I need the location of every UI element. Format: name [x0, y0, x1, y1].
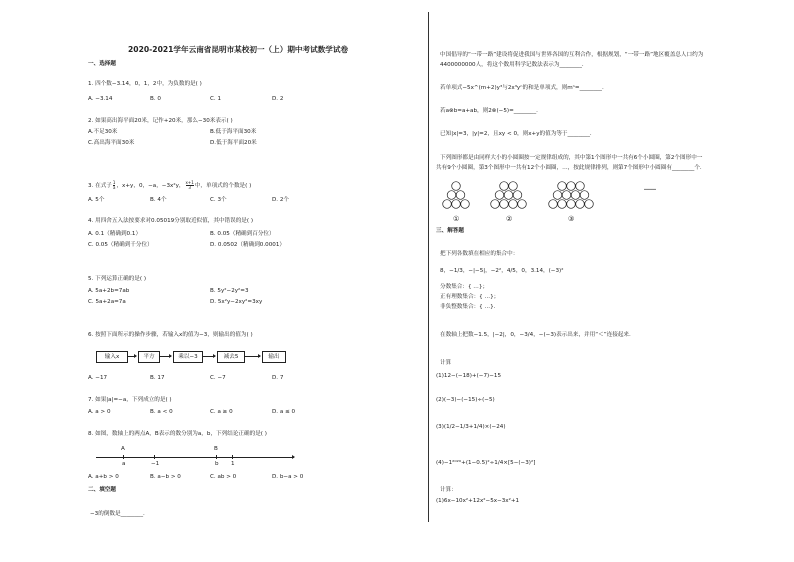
- tick-minus-1: [154, 455, 155, 459]
- tick-label-minus-1: −1: [151, 461, 160, 467]
- figure-label-2: ②: [506, 215, 513, 223]
- q5-option-c: C. 5a+2a=7a: [88, 299, 126, 305]
- section-answer-heading: 三、解答题: [436, 228, 464, 234]
- q6-option-a: A. −17: [88, 375, 108, 381]
- figure-label-1: ①: [453, 215, 460, 223]
- flow-step-square: 平方: [138, 351, 160, 363]
- q6-option-b: B. 17: [150, 375, 165, 381]
- q3-text-mid: ，x+y，0，−a，−3x²y，: [116, 183, 185, 189]
- q8-option-d: D. b−a > 0: [272, 474, 304, 480]
- question-9: −3的倒数是________.: [90, 511, 145, 517]
- q6-option-c: C. −7: [210, 375, 226, 381]
- calc-heading-2: 计算：: [440, 487, 457, 493]
- q4-option-d: D. 0.0502（精确到0.0001）: [210, 242, 285, 248]
- q4-option-a: A. 0.1（精确到0.1）: [88, 231, 142, 237]
- point-b-label: B: [214, 446, 218, 452]
- flow-arrow: [202, 356, 215, 357]
- question-6: 6. 按照下面所示的操作步骤，若输入x的值为−3，则输出的值为( ): [88, 332, 253, 338]
- q3-option-a: A. 5个: [88, 197, 105, 203]
- q7-option-b: B. a < 0: [150, 409, 173, 415]
- q3-fraction-2: $\frac{x+1}{3}$: [185, 180, 194, 190]
- question-4: 4. 用四舍五入法按要求对0.05019分别取近似值，其中错误的是( ): [88, 218, 254, 224]
- q3-option-b: B. 4个: [150, 197, 167, 203]
- q2-option-a: A.不足30米: [88, 129, 118, 135]
- q4-option-b: B. 0.05（精确到百分位）: [210, 231, 275, 237]
- q1-option-a: A. −3.14: [88, 96, 113, 102]
- question-14-line-2: 共有9个小圆圈，第3个图形中一共有12个小圆圈，…，按此规律排列，则第7个图形中小圆圈有________个.: [436, 165, 702, 171]
- ellipsis: ……: [644, 185, 656, 192]
- question-13: 已知|x|=3，|y|=2，且xy < 0，则x+y的值为等于________.: [440, 131, 592, 137]
- q2-option-c: C.高出海平面30米: [88, 140, 135, 146]
- q3-text-end: 中，单项式的个数是( ): [194, 183, 252, 189]
- tick-label-b: b: [215, 461, 219, 467]
- question-11: 若单项式−5x^(m+2)y³与2x³yⁿ的和是单项式，则mⁿ=________.: [440, 85, 604, 91]
- q7-option-a: A. a > 0: [88, 409, 111, 415]
- flow-step-multiply: 乘以−3: [173, 351, 203, 363]
- q7-option-c: C. a ≥ 0: [210, 409, 233, 415]
- q3-text-start: 3. 在式子: [88, 183, 112, 189]
- q5-option-d: D. 5x²y−2xy²=3xy: [210, 299, 263, 305]
- flow-arrow: [244, 356, 260, 357]
- tick-label-1: 1: [231, 461, 235, 467]
- q3-option-c: C. 3个: [210, 197, 227, 203]
- section-choice-heading: 一、选择题: [88, 61, 116, 67]
- section-fill-heading: 二、填空题: [88, 487, 116, 493]
- flow-arrow: [159, 356, 171, 357]
- q1-option-c: C. 1: [210, 96, 222, 102]
- calc-2: (2)(−3)−(−15)÷(−5): [436, 397, 495, 403]
- tick-a: [123, 455, 124, 459]
- number-line-arrow: [286, 457, 294, 458]
- calc-1: (1)12−(−18)+(−7)−15: [436, 373, 502, 379]
- question-8: 8. 如图，数轴上的两点A，B表示的数分别为a，b，下列结论正确的是( ): [88, 431, 267, 437]
- question-15: 把下列各数填在相应的集合中：: [440, 251, 519, 257]
- question-2: 2. 如果高出海平面20米，记作+20米，那么−30米表示( ): [88, 118, 233, 124]
- calc-heading-1: 计算: [440, 360, 452, 366]
- number-line-axis: [96, 457, 292, 458]
- q8-option-b: B. a−b > 0: [150, 474, 181, 480]
- q6-option-d: D. 7: [272, 375, 284, 381]
- q2-option-b: B.低于海平面30米: [210, 129, 257, 135]
- q1-option-d: D. 2: [272, 96, 284, 102]
- flow-step-input: 输入x: [96, 351, 128, 363]
- tick-b: [216, 455, 217, 459]
- exam-title: 2020-2021学年云南省昆明市某校初一（上）期中考试数学试卷: [128, 45, 349, 54]
- question-10-line-2: 4400000000人，将这个数用科学记数法表示为________.: [440, 62, 584, 68]
- q5-option-b: B. 5y²−2y²=3: [210, 288, 249, 294]
- tick-1: [232, 455, 233, 459]
- fraction-set: 分数集合：{ …}；: [440, 284, 489, 290]
- flow-step-output: 输出: [262, 351, 286, 363]
- question-7: 7. 如果|a|=−a，下列成立的是( ): [88, 397, 172, 403]
- flow-arrow: [127, 356, 136, 357]
- question-14-line-1: 下列图形都是由同样大小的小圆圈按一定规律组成的，其中第1个图形中一共有6个小圆圈，第2个图形中一: [440, 155, 703, 161]
- q15-numbers: 8，−1/3，−|−5|，−2²，4/5，0，3.14，(−3)²: [440, 268, 564, 274]
- positive-rational-set: 正有理数集合：{ …}；: [440, 294, 500, 300]
- nonnegative-integer-set: 非负整数集合：{ …}.: [440, 304, 496, 310]
- q1-option-b: B. 0: [150, 96, 161, 102]
- question-16: 在数轴上把数−1.5，|−2|，0，−3/4，−(−3)表示出来，并用“＜”连接起来.: [440, 332, 631, 338]
- figure-label-3: ③: [568, 215, 575, 223]
- column-divider: [428, 12, 429, 522]
- question-10-line-1: 中国倡导的“一带一路”建设将促进我国与世界各国的互利合作，根据规划，“一带一路”地区覆盖总人口约为: [440, 52, 704, 58]
- calc-4: (4)−1²⁰²⁰+(1−0.5)²÷1/4×[5−(−3)²]: [436, 460, 536, 466]
- tick-label-a: a: [122, 461, 126, 467]
- flow-step-subtract: 减去5: [217, 351, 245, 363]
- question-12: 若a⊗b=a+ab，则2⊗(−5)=________.: [440, 108, 538, 114]
- question-1: 1. 四个数−3.14，0，1，2中，为负数的是( ): [88, 81, 202, 87]
- circle-pattern-figure: [428, 172, 698, 224]
- q7-option-d: D. a ≤ 0: [272, 409, 296, 415]
- q2-option-d: D.低于海平面20米: [210, 140, 257, 146]
- q8-option-a: A. a+b > 0: [88, 474, 119, 480]
- question-3: [88, 181, 251, 190]
- q3-option-d: D. 2个: [272, 197, 290, 203]
- q4-option-c: C. 0.05（精确到千分位）: [88, 242, 153, 248]
- q3-fraction-1: $\frac{1}{a}$: [112, 180, 116, 190]
- calc-5: (1)6x−10x²+12x²−5x−3x²+1: [436, 498, 520, 504]
- q8-option-c: C. ab > 0: [210, 474, 237, 480]
- calc-3: (3)(1/2−1/3+1/4)×(−24): [436, 424, 506, 430]
- q5-option-a: A. 5a+2b=7ab: [88, 288, 130, 294]
- point-a-label: A: [121, 446, 125, 452]
- question-5: 5. 下列运算正确的是( ): [88, 276, 147, 282]
